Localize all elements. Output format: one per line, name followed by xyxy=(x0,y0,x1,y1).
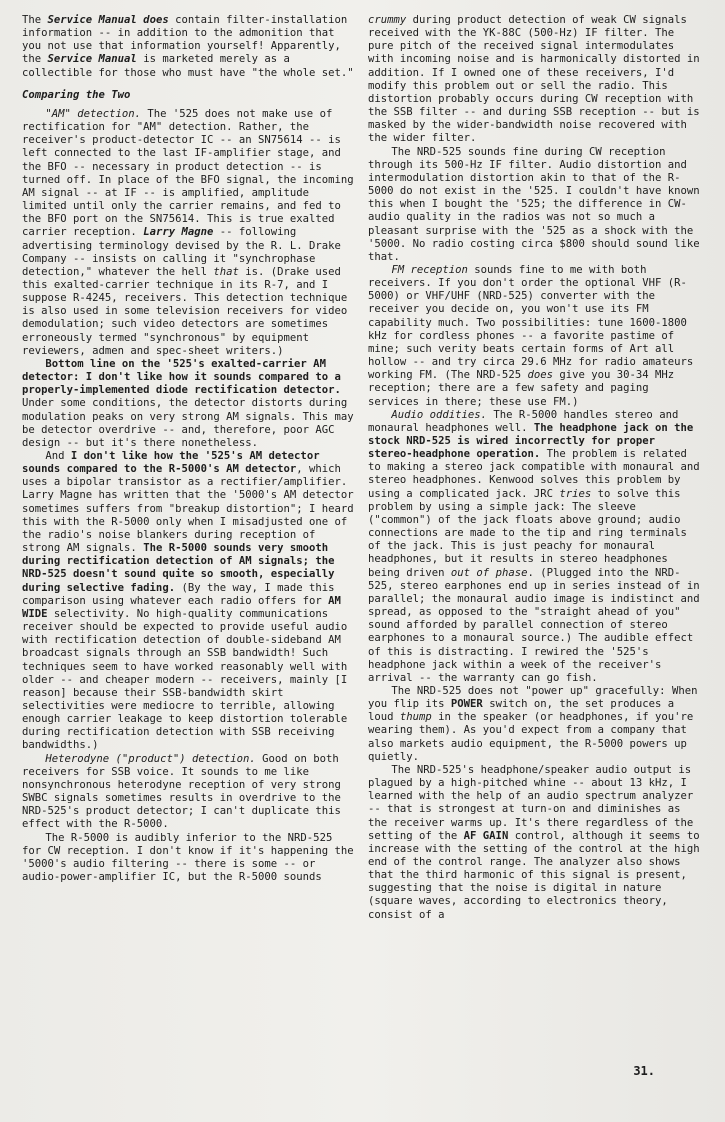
heterodyne-detection-paragraph: Heterodyne ("product") detection. Good on both receivers for SSB voice. It sounds to me like nonsynchronous heterodyne reception of very strong SWBC signals sometimes results in overdrive to the NRD-525's product detector; I can't duplicate this effect with the R-5000. xyxy=(22,752,341,831)
am-detection-paragraph: "AM" detection. The '525 does not make use of rectification for "AM" detection. Rather, the receiver's product-detector IC -- an SN75614 -- is left connected to the last IF-amplifier stage, and the BFO -- necessary in product detection -- is turned off. In place of the BFO signal, the incoming AM signal -- at IF -- is amplified, amplitude limited until only the carrier remains, and fed to the BFO port on the SN75614. This is true exalted carrier reception. Larry Magne -- following advertising terminology devised by the R. L. Drake Company -- insists on calling it "synchrophase detection," whatever the hell that is. (Drake used this exalted-carrier technique in its R-7, and I suppose R-4245, receivers. This detection technique is also used in some television receivers for video demodulation; such video detectors are sometimes erroneously termed "synchronous" by equipment reviewers, admen and spec-sheet writers.) xyxy=(22,107,354,357)
cw-distortion-paragraph: crummy during product detection of weak CW signals received with the YK-88C (500-Hz) IF filter. The pure pitch of the received signal intermodulates with incoming noise and is harmonically distorted in addition. If I owned one of these receivers, I'd modify this problem out or sell the radio. This distortion probably occurs during CW reception with the SSB filter -- and during SSB reception -- but is masked by the wider-bandwidth noise recovered with the wider filter. xyxy=(368,14,700,145)
page-number: 31. xyxy=(633,1064,655,1078)
left-column xyxy=(22,14,356,922)
cw-reception-paragraph: The R-5000 is audibly inferior to the NRD-525 for CW reception. I don't know if it's happening the '5000's audio filtering -- there is some -- or audio-power-amplifier IC, but the R-5000 sounds xyxy=(22,831,354,883)
am-comparison-paragraph: And I don't like how the '525's AM detector sounds compared to the R-5000's AM detector, which uses a bipolar transistor as a rectifier/amplifier. Larry Magne has written that the '5000's AM detector sometimes suffers from "breakup distortion"; I heard this with the R-5000 only when I misadjusted one of the radio's noise blankers during reception of strong AM signals. The R-5000 sounds very smooth during rectification detection of AM signals; the NRD-525 doesn't sound quite so smooth, especially during selective fading. (By the way, I made this comparison using whatever each radio offers for AM WIDE selectivity. No high-quality communications receiver should be expected to provide useful audio with rectification detection of double-sideband AM broadcast signals through an SSB bandwidth! Such techniques seem to have worked reasonably well with older -- and cheaper modern -- receivers, mainly [I reason] because their SSB-bandwidth skirt selectivities were mediocre to terrible, allowing enough carrier leakage to keep distortion tolerable during rectification detection with SSB receiving bandwidths.) xyxy=(22,450,354,752)
two-column-layout xyxy=(22,14,707,922)
bottom-line-paragraph: Bottom line on the '525's exalted-carrier AM detector: I don't like how it sounds compared to a properly-implemented diode rectification detector. Under some conditions, the detector distorts during modulation peaks on very strong AM signals. This may be detector overdrive -- and, therefore, poor AGC design -- but it's there nonetheless. xyxy=(22,357,354,449)
section-heading: Comparing the Two xyxy=(22,88,131,101)
power-up-paragraph: The NRD-525 does not "power up" gracefully: When you flip its POWER switch on, the set produces a loud thump in the speaker (or headphones, if you're wearing them). As you'd expect from a company that also markets audio equipment, the R-5000 powers up quietly. xyxy=(368,684,698,763)
audio-oddities-paragraph: Audio oddities. The R-5000 handles stereo and monaural headphones well. The headphone jack on the stock NRD-525 is wired incorrectly for proper stereo-headphone operation. The problem is related to making a stereo jack compatible with monaural and stereo headphones. Kenwood solves this problem by using a complicated jack. JRC tries to solve this problem by using a simple jack: The sleeve ("common") of the jack floats above ground; audio connections are made to the tip and ring terminals of the jack. This is just peachy for monaural headphones, but it results in stereo headphones being driven out of phase. (Plugged into the NRD-525, stereo earphones end up in series instead of in parallel; the monaural audio image is indistinct and spread, as opposed to the "straight ahead of you" sound afforded by parallel connection of stereo earphones to a monaural source.) The audible effect of this is distracting. I rewired the '525's headphone jack within a week of the receiver's arrival -- the warranty can go fish. xyxy=(368,408,700,684)
fm-reception-paragraph: FM reception sounds fine to me with both receivers. If you don't order the optional VHF (R-5000) or VHF/UHF (NRD-525) converter with the receiver you decide on, you won't use its FM capability much. Two possibilities: tune 1600-1800 kHz for cordless phones -- a favorite pastime of mine; such verity beats certain forms of Art all hollow -- and try circa 29.6 MHz for radio amateurs working FM. (The NRD-525 does give you 30-34 MHz reception; there are a few safety and paging services in there; these use FM.) xyxy=(368,263,694,408)
right-column xyxy=(368,14,702,922)
nrd-cw-paragraph: The NRD-525 sounds fine during CW reception through its 500-Hz IF filter. Audio distortion and intermodulation distortion akin to that of the R-5000 do not exist in the '525. I couldn't have known this when I bought the '525; the difference in CW-audio quality in the radios was not so much a pleasant surprise with the '525 as a shock with the '5000. No radio costing circa $800 should sound like that. xyxy=(368,145,700,263)
whine-paragraph: The NRD-525's headphone/speaker audio output is plagued by a high-pitched whine -- about 13 kHz, I learned with the help of an audio spectrum analyzer -- that is strongest at turn-on and diminishes as the receiver warms up. It's there regardless of the setting of the AF GAIN control, although it seems to increase with the setting of the control at the high end of the control range. The analyzer also shows that the third harmonic of this signal is present, suggesting that the noise is digital in nature (square waves, according to electronics theory, consist of a xyxy=(368,763,700,921)
intro-paragraph: The Service Manual does contain filter-installation information -- in addition to the admonition that you not use that information yourself! Apparently, the Service Manual is marketed merely as a collectible for those who must have "the whole set." xyxy=(22,14,354,79)
